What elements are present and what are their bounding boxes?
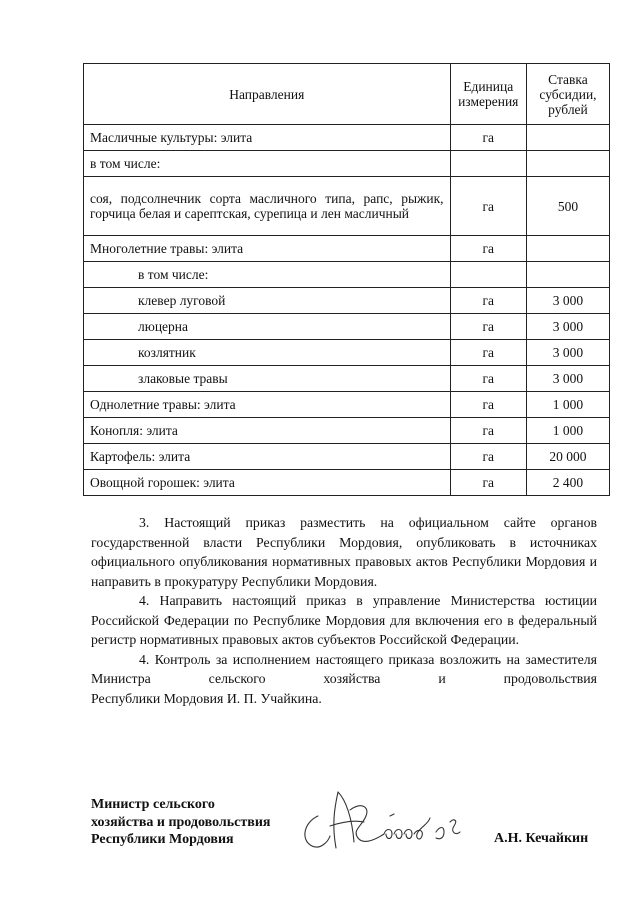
row-rate [526,151,609,177]
row-direction: люцерна [84,314,451,340]
row-rate: 1 000 [526,418,609,444]
paragraph-control-end: Республики Мордовия И. П. Учайкина. [91,690,322,706]
table-row [84,288,610,314]
row-unit: га [450,340,526,366]
table-row [84,340,610,366]
row-unit: га [450,314,526,340]
order-paragraphs [91,513,597,708]
row-direction: Конопля: элита [84,418,451,444]
table-row [84,444,610,470]
row-unit: га [450,418,526,444]
row-rate: 20 000 [526,444,609,470]
paragraph-control [91,650,597,709]
row-rate: 3 000 [526,340,609,366]
row-unit: га [450,392,526,418]
row-rate [526,262,609,288]
row-unit [450,262,526,288]
header-rate: Ставка субсидии, рублей [526,64,609,125]
row-rate: 3 000 [526,314,609,340]
row-direction: в том числе: [84,262,451,288]
row-direction: козлятник [84,340,451,366]
row-rate [526,236,609,262]
row-direction: Многолетние травы: элита [84,236,451,262]
row-rate: 3 000 [526,288,609,314]
table-row [84,177,610,236]
table-row [84,125,610,151]
row-direction: Масличные культуры: элита [84,125,451,151]
row-direction: Однолетние травы: элита [84,392,451,418]
row-direction: Картофель: элита [84,444,451,470]
table-row [84,392,610,418]
header-unit: Единица измерения [450,64,526,125]
table-row [84,366,610,392]
handwritten-signature [294,782,464,862]
paragraph-publish: 3. Настоящий приказ разместить на официальном сайте органов государственной власти Республики Мордовия, опубликовать в источниках официального опубликования нормативных правовых актов Республики Мордовия и направить в прокуратуру Республики Мордовия. [91,515,597,589]
table-row [84,418,610,444]
table-row [84,314,610,340]
row-unit: га [450,125,526,151]
row-unit: га [450,366,526,392]
row-direction: соя, подсолнечник сорта масличного типа, рапс, рыжик, горчица белая и сарептская, сурепица и лен масличный [84,177,451,236]
paragraph-registry: 4. Направить настоящий приказ в управление Министерства юстиции Российской Федерации по Республике Мордовия для включения его в федеральный регистр нормативных правовых актов субъектов Российской Федерации. [91,593,597,647]
row-rate: 3 000 [526,366,609,392]
row-direction: Овощной горошек: элита [84,470,451,496]
table-row [84,236,610,262]
row-direction: в том числе: [84,151,451,177]
row-rate [526,125,609,151]
subsidy-rates-table [83,63,610,496]
row-rate: 2 400 [526,470,609,496]
signatory-title-line1: Министр сельского [91,797,215,812]
paragraph-control-main: 4. Контроль за исполнением настоящего приказа возложить на заместителя Министра сельского хозяйства и продовольствия [91,651,597,686]
signatory-title-line2: хозяйства и продовольствия [91,814,271,830]
row-direction: клевер луговой [84,288,451,314]
row-unit: га [450,288,526,314]
signatory-name: А.Н. Кечайкин [494,831,589,846]
row-rate: 1 000 [526,392,609,418]
row-unit: га [450,470,526,496]
table-row [84,262,610,288]
signatory-title-line3: Республики Мордовия [91,832,234,847]
row-rate: 500 [526,177,609,236]
row-direction: злаковые травы [84,366,451,392]
header-direction: Направления [84,64,451,125]
row-unit: га [450,444,526,470]
table-row [84,151,610,177]
table-header-row [84,64,610,125]
row-unit: га [450,177,526,236]
row-unit: га [450,236,526,262]
signatory-title [91,796,270,849]
table-row [84,470,610,496]
row-unit [450,151,526,177]
